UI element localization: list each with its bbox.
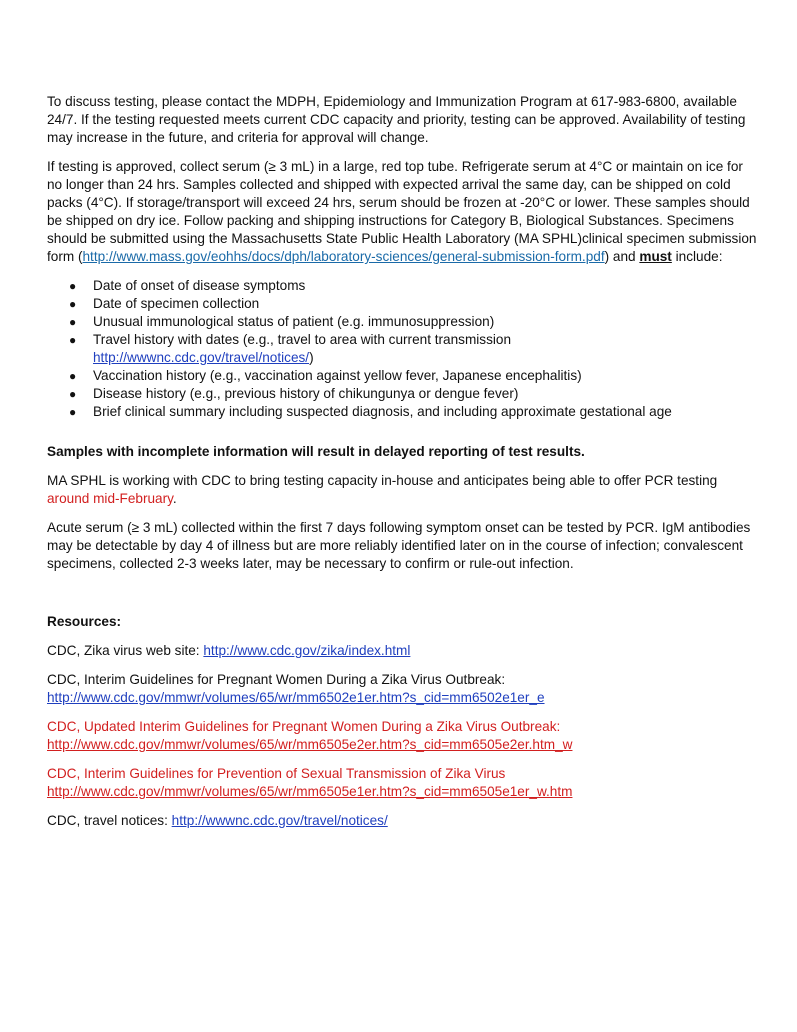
bullet-icon: ● [69, 297, 77, 311]
bullet-icon: ● [69, 315, 77, 329]
collection-tail: include: [671, 249, 723, 264]
document-page [47, 93, 759, 841]
bullet-icon: ● [69, 279, 77, 293]
acute-serum-paragraph: Acute serum (≥ 3 mL) collected within the first 7 days following symptom onset can be tested by PCR. IgM antibodies may be detectable by day 4 of illness but are more reliably identified later on in the course of infection; convalescent specimens, collected 2-3 weeks later, may be necessary to confirm or rule-out infection. [47, 520, 751, 571]
resource-label: CDC, Interim Guidelines for Pregnant Women During a Zika Virus Outbreak: [47, 672, 506, 687]
required-info-list [47, 277, 759, 421]
collection-paragraph [47, 158, 759, 266]
list-item-close: ) [309, 350, 314, 365]
list-item [47, 403, 759, 421]
list-item-text: Travel history with dates (e.g., travel to area with current transmission [93, 332, 512, 347]
list-item [47, 295, 759, 313]
list-item-text: Vaccination history (e.g., vaccination against yellow fever, Japanese encephalitis) [93, 368, 582, 383]
cdc-travel-notices-link[interactable]: http://wwwnc.cdc.gov/travel/notices/ [171, 813, 388, 828]
resource-label: CDC, travel notices: [47, 813, 172, 828]
resource-item [47, 812, 759, 830]
pcr-text: MA SPHL is working with CDC to bring testing capacity in-house and anticipates being able to offer PCR testing [47, 473, 718, 488]
resource-label: CDC, Interim Guidelines for Prevention of Sexual Transmission of Zika Virus [47, 766, 506, 781]
travel-notices-link[interactable]: http://wwwnc.cdc.gov/travel/notices/ [93, 350, 310, 365]
zika-site-link[interactable]: http://www.cdc.gov/zika/index.html [203, 643, 411, 658]
list-item [47, 367, 759, 385]
resource-item [47, 765, 759, 801]
must-emphasis: must [639, 249, 672, 264]
bullet-icon: ● [69, 387, 77, 401]
collection-text: If testing is approved, collect serum (≥ 3 mL) in a large, red top tube. Refrigerate serum at 4°C or maintain on ice for no longer than 24 hrs. Samples collected and shipped with expected arrival the same day, can be shipped on cold packs (4°C). If storage/transport will exceed 24 hrs, serum should be frozen at -20°C or lower. These samples should be shipped on dry ice. Follow packing and shipping instructions for Category B, Biological Substances. Specimens should be submitted using the Massachusetts State Public Health Laboratory (MA SPHL)clinical specimen submission form ( [47, 159, 757, 264]
resource-label: CDC, Zika virus web site: [47, 643, 204, 658]
pregnant-guidelines-link[interactable]: http://www.cdc.gov/mmwr/volumes/65/wr/mm6502e1er.htm?s_cid=mm6502e1er_e [47, 690, 545, 705]
resources-heading: Resources: [47, 614, 122, 629]
list-item [47, 385, 759, 403]
list-item [47, 331, 759, 367]
list-item [47, 277, 759, 295]
list-item-text: Disease history (e.g., previous history of chikungunya or dengue fever) [93, 386, 519, 401]
list-item-text: Date of onset of disease symptoms [93, 278, 306, 293]
submission-form-link[interactable]: http://www.mass.gov/eohhs/docs/dph/laboratory-sciences/general-submission-form.pdf [82, 249, 605, 264]
resource-label: CDC, Updated Interim Guidelines for Pregnant Women During a Zika Virus Outbreak: [47, 719, 561, 734]
resource-item [47, 642, 759, 660]
pcr-capacity-paragraph [47, 472, 759, 508]
sexual-transmission-link[interactable]: http://www.cdc.gov/mmwr/volumes/65/wr/mm6505e1er.htm?s_cid=mm6505e1er_w.htm [47, 784, 573, 799]
bullet-icon: ● [69, 333, 77, 347]
bullet-icon: ● [69, 405, 77, 419]
list-item-text: Unusual immunological status of patient (e.g. immunosuppression) [93, 314, 495, 329]
incomplete-info-notice: Samples with incomplete information will result in delayed reporting of test results. [47, 444, 585, 459]
pcr-timeline: around mid-February [47, 491, 173, 506]
list-item-text: Date of specimen collection [93, 296, 260, 311]
collection-after-link: ) and [604, 249, 640, 264]
contact-paragraph: To discuss testing, please contact the MDPH, Epidemiology and Immunization Program at 617-983-6800, available 24/7. If the testing requested meets current CDC capacity and priority, testing can be approved. Availability of testing may increase in the future, and criteria for approval will change. [47, 94, 746, 145]
list-item [47, 313, 759, 331]
resource-item [47, 671, 759, 707]
updated-guidelines-link[interactable]: http://www.cdc.gov/mmwr/volumes/65/wr/mm6505e2er.htm?s_cid=mm6505e2er.htm_w [47, 737, 573, 752]
list-item-text: Brief clinical summary including suspected diagnosis, and including approximate gestational age [93, 404, 672, 419]
resource-item [47, 718, 759, 754]
bullet-icon: ● [69, 369, 77, 383]
pcr-end: . [172, 491, 177, 506]
